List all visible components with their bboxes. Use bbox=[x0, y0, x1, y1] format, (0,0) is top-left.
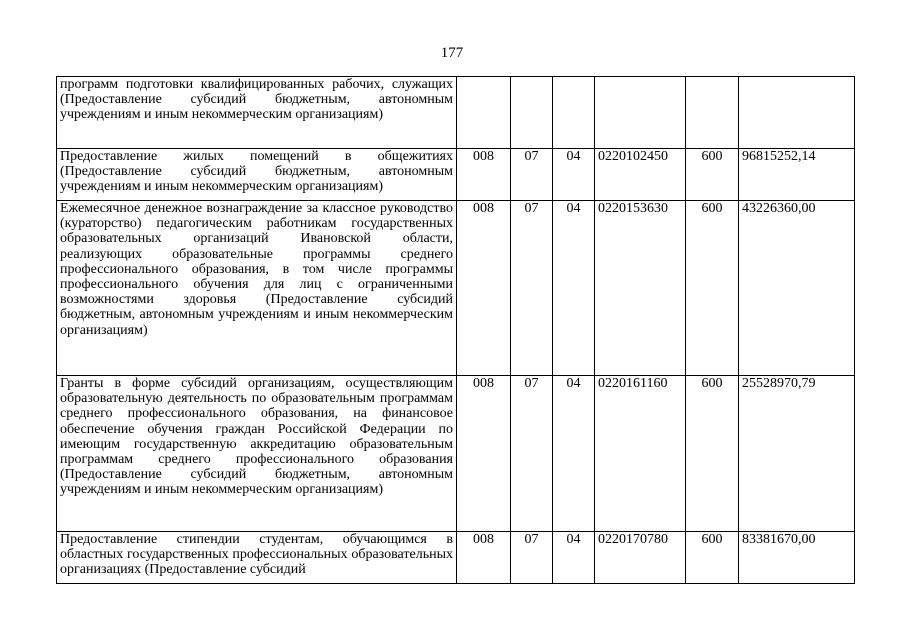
table-row bbox=[57, 532, 855, 584]
target-article-code: 0220161160 bbox=[595, 376, 686, 532]
target-article-code: 0220153630 bbox=[595, 201, 686, 376]
grbs-code: 008 bbox=[457, 149, 511, 201]
section-code bbox=[511, 77, 553, 149]
table-row bbox=[57, 201, 855, 376]
table-row bbox=[57, 376, 855, 532]
subsection-code: 04 bbox=[553, 376, 595, 532]
amount-value: 83381670,00 bbox=[739, 532, 855, 584]
row-description: Гранты в форме субсидий организациям, осуществляющим образовательную деятельность по образовательным программам среднего профессионального образования, на финансовое обеспечение обучения граждан Российской Федерации по имеющим государственную аккредитацию образовательным программам среднего профессионального образования (Предоставление субсидий бюджетным, автономным учреждениям и иным некоммерческим организациям) bbox=[57, 376, 457, 532]
grbs-code: 008 bbox=[457, 201, 511, 376]
target-article-code: 0220170780 bbox=[595, 532, 686, 584]
table-row bbox=[57, 77, 855, 149]
grbs-code: 008 bbox=[457, 376, 511, 532]
row-description: программ подготовки квалифицированных рабочих, служащих (Предоставление субсидий бюджетным, автономным учреждениям и иным некоммерческим организациям) bbox=[57, 77, 457, 149]
grbs-code bbox=[457, 77, 511, 149]
budget-table bbox=[56, 76, 855, 584]
amount-value bbox=[739, 77, 855, 149]
row-description: Предоставление жилых помещений в общежитиях (Предоставление субсидий бюджетным, автономным учреждениям и иным некоммерческим организациям) bbox=[57, 149, 457, 201]
row-description: Ежемесячное денежное вознаграждение за классное руководство (кураторство) педагогическим работникам государственных образовательных организаций Ивановской области, реализующих образовательные программы среднего профессионального образования, в том числе программы профессионального обучения для лиц с ограниченными возможностями здоровья (Предоставление субсидий бюджетным, автономным учреждениям и иным некоммерческим организациям) bbox=[57, 201, 457, 376]
amount-value: 25528970,79 bbox=[739, 376, 855, 532]
amount-value: 43226360,00 bbox=[739, 201, 855, 376]
grbs-code: 008 bbox=[457, 532, 511, 584]
table-row bbox=[57, 149, 855, 201]
expense-type-code: 600 bbox=[686, 201, 739, 376]
page-number: 177 bbox=[440, 45, 464, 61]
subsection-code: 04 bbox=[553, 532, 595, 584]
expense-type-code: 600 bbox=[686, 532, 739, 584]
target-article-code: 0220102450 bbox=[595, 149, 686, 201]
expense-type-code: 600 bbox=[686, 376, 739, 532]
row-description: Предоставление стипендии студентам, обучающимся в областных государственных профессиональных образовательных организациях (Предоставление субсидий bbox=[57, 532, 457, 584]
expense-type-code: 600 bbox=[686, 149, 739, 201]
section-code: 07 bbox=[511, 149, 553, 201]
subsection-code: 04 bbox=[553, 201, 595, 376]
target-article-code bbox=[595, 77, 686, 149]
section-code: 07 bbox=[511, 532, 553, 584]
section-code: 07 bbox=[511, 201, 553, 376]
subsection-code: 04 bbox=[553, 149, 595, 201]
expense-type-code bbox=[686, 77, 739, 149]
section-code: 07 bbox=[511, 376, 553, 532]
subsection-code bbox=[553, 77, 595, 149]
amount-value: 96815252,14 bbox=[739, 149, 855, 201]
